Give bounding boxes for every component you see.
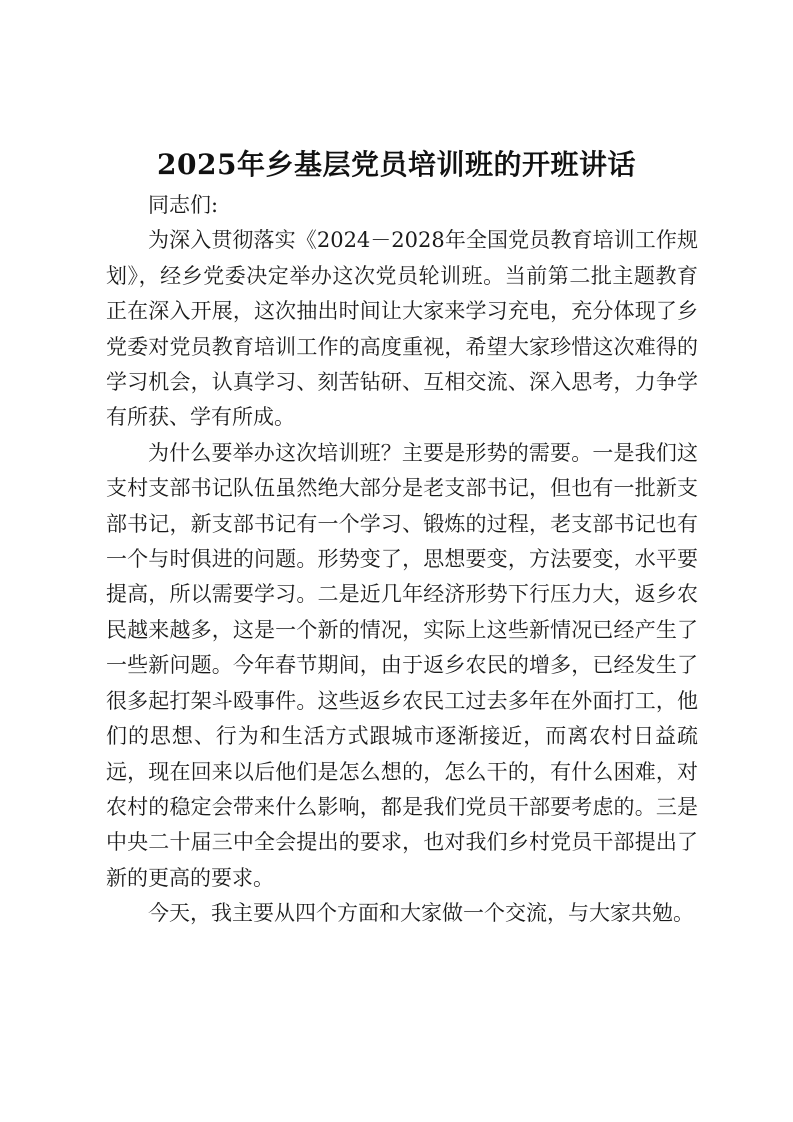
document-title: 2025年乡基层党员培训班的开班讲话 — [157, 148, 636, 181]
paragraph-2: 为什么要举办这次培训班？主要是形势的需要。一是我们这支村支部书记队伍虽然绝大部分是老支部书记，但也有一批新支部书记，新支部书记有一个学习、锻炼的过程，老支部书记也有一个与时俱进的问题。形势变了，思想要变，方法要变，水平要提高，所以需要学习。二是近几年经济形势下行压力大，返乡农民越来越多，这是一个新的情况，实际上这些新情况已经产生了一些新问题。今年春节期间，由于返乡农民的增多，已经发生了很多起打架斗殴事件。这些返乡农民工过去多年在外面打工，他们的思想、行为和生活方式跟城市逐渐接近，而离农村日益疏远，现在回来以后他们是怎么想的，怎么干的，有什么困难，对农村的稳定会带来什么影响，都是我们党员干部要考虑的。三是中央二十届三中全会提出的要求，也对我们乡村党员干部提出了新的更高的要求。 — [106, 440, 698, 890]
paragraph-1: 为深入贯彻落实《2024－2028年全国党员教育培训工作规划》，经乡党委决定举办这次党员轮训班。当前第二批主题教育正在深入开展，这次抽出时间让大家来学习充电，充分体现了乡党委对党员教育培训工作的高度重视，希望大家珍惜这次难得的学习机会，认真学习、刻苦钻研、互相交流、深入思考，力争学有所获、学有所成。 — [106, 228, 698, 430]
document-body — [106, 188, 698, 932]
paragraph-3: 今天，我主要从四个方面和大家做一个交流，与大家共勉。 — [148, 901, 694, 926]
salutation: 同志们: — [148, 193, 219, 217]
